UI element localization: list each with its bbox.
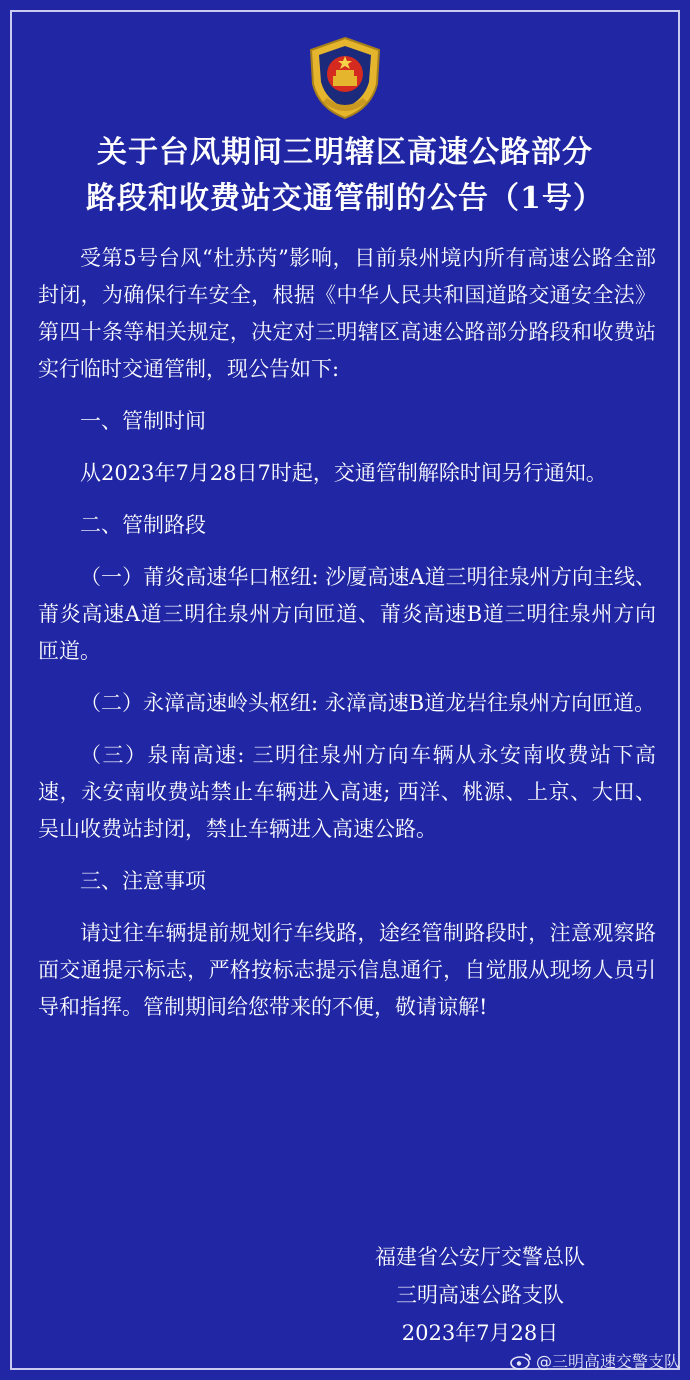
section-1-heading: 一、管制时间 (80, 409, 206, 433)
section-2-heading: 二、管制路段 (80, 513, 206, 537)
signature-date: 2023年7月28日 (401, 1321, 559, 1345)
section-2-item-1: （一）莆炎高速华口枢纽: 沙厦高速A道三明往泉州方向主线、莆炎高速A道三明往泉州方向匝道、莆炎高速B道三明往泉州方向匝道。 (38, 565, 656, 663)
weibo-watermark (510, 1349, 680, 1372)
notice-body (38, 240, 656, 1026)
section-1-text: 从2023年7月28日7时起，交通管制解除时间另行通知。 (80, 461, 607, 485)
weibo-icon (510, 1352, 532, 1370)
section-3-text: 请过往车辆提前规划行车线路，途经管制路段时，注意观察路面交通提示标志，严格按标志提示信息通行，自觉服从现场人员引导和指挥。管制期间给您带来的不便，敬请谅解! (38, 921, 656, 1019)
signature-block (360, 1238, 600, 1352)
section-2-item-3: （三）泉南高速: 三明往泉州方向车辆从永安南收费站下高速，永安南收费站禁止车辆进入高速; 西洋、桃源、上京、大田、吴山收费站封闭，禁止车辆进入高速公路。 (38, 743, 656, 841)
signature-org-1: 福建省公安厅交警总队 (375, 1245, 585, 1269)
title-line-1: 关于台风期间三明辖区高速公路部分 (97, 135, 593, 170)
title-line-2: 路段和收费站交通管制的公告（1号） (86, 181, 604, 216)
notice-title (40, 130, 650, 222)
section-2-item-2: （二）永漳高速岭头枢纽: 永漳高速B道龙岩往泉州方向匝道。 (80, 691, 656, 715)
police-emblem-icon (305, 36, 385, 120)
watermark-text: @三明高速交警支队 (535, 1352, 680, 1371)
intro-paragraph: 受第5号台风“杜苏芮”影响，目前泉州境内所有高速公路全部封闭，为确保行车安全，根据《中华人民共和国道路交通安全法》第四十条等相关规定，决定对三明辖区高速公路部分路段和收费站实行临时交通管制，现公告如下: (38, 246, 656, 381)
signature-org-2: 三明高速公路支队 (396, 1283, 564, 1307)
section-3-heading: 三、注意事项 (80, 869, 206, 893)
